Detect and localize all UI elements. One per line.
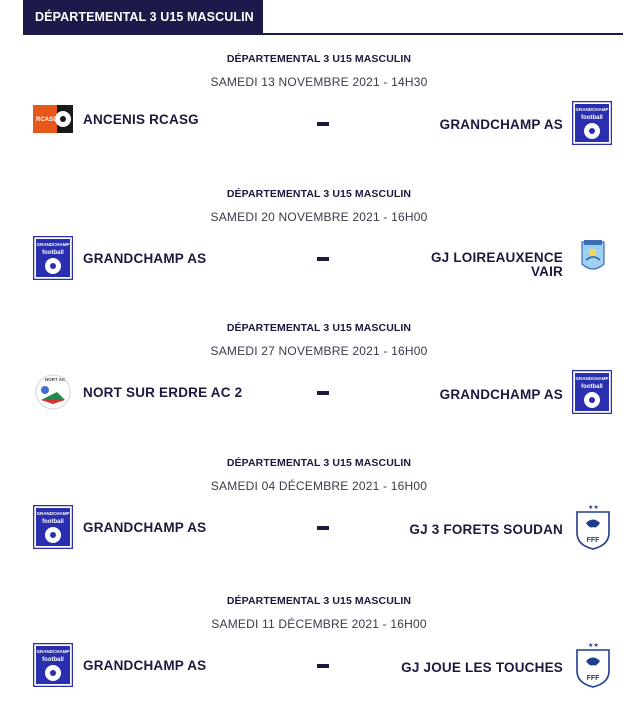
grandchamp-logo-icon [33, 236, 73, 280]
match-date: SAMEDI 20 NOVEMBRE 2021 - 16H00 [210, 210, 428, 224]
match-card[interactable] [0, 53, 638, 173]
grandchamp-logo-icon [572, 101, 612, 145]
away-team-name[interactable] [431, 251, 563, 279]
svg-text:football: football [42, 250, 64, 256]
match-date: SAMEDI 04 DÉCEMBRE 2021 - 16H00 [210, 479, 428, 493]
match-date: SAMEDI 27 NOVEMBRE 2021 - 16H00 [210, 344, 428, 358]
svg-text:GRANDCHAMP: GRANDCHAMP [36, 242, 70, 247]
away-team-name[interactable]: GJ JOUE LES TOUCHES [401, 660, 563, 675]
match-card[interactable] [0, 595, 638, 715]
match-competition: DÉPARTEMENTAL 3 U15 MASCULIN [226, 457, 412, 469]
home-team-name[interactable]: GRANDCHAMP AS [83, 658, 207, 673]
match-competition: DÉPARTEMENTAL 3 U15 MASCULIN [226, 53, 412, 65]
nort-ac-logo-icon [33, 370, 73, 414]
score-separator [317, 526, 329, 530]
svg-text:★★: ★★ [588, 504, 599, 511]
score-separator [317, 391, 329, 395]
svg-text:★★: ★★ [588, 642, 599, 649]
home-team-name[interactable]: GRANDCHAMP AS [83, 251, 207, 266]
svg-text:GRANDCHAMP: GRANDCHAMP [575, 376, 609, 381]
loireauxence-logo-icon [578, 238, 608, 276]
match-card[interactable] [0, 457, 638, 577]
away-team-name[interactable]: GRANDCHAMP AS [439, 117, 563, 132]
svg-text:GRANDCHAMP: GRANDCHAMP [36, 511, 70, 516]
score-separator [317, 664, 329, 668]
score-separator [317, 257, 329, 261]
grandchamp-logo-icon [33, 643, 73, 687]
section-title-rule [23, 33, 623, 35]
ancenis-logo-text: RCASG [36, 117, 58, 123]
away-team-name-line1: GJ LOIREAUXENCE [430, 250, 563, 265]
away-team-name[interactable]: GRANDCHAMP AS [439, 387, 563, 402]
home-team-name[interactable]: NORT SUR ERDRE AC 2 [83, 385, 243, 400]
match-card[interactable] [0, 322, 638, 442]
nort-ac-logo-text: NORT AC [44, 377, 66, 382]
away-team-name[interactable]: GJ 3 FORETS SOUDAN [409, 522, 563, 537]
ancenis-logo-icon [33, 105, 73, 133]
svg-text:football: football [581, 115, 603, 121]
svg-text:GRANDCHAMP: GRANDCHAMP [36, 649, 70, 654]
grandchamp-logo-icon [33, 505, 73, 549]
match-competition: DÉPARTEMENTAL 3 U15 MASCULIN [226, 322, 412, 334]
grandchamp-logo-icon [572, 370, 612, 414]
match-competition: DÉPARTEMENTAL 3 U15 MASCULIN [226, 595, 412, 607]
section-title: DÉPARTEMENTAL 3 U15 MASCULIN [35, 10, 254, 24]
match-competition: DÉPARTEMENTAL 3 U15 MASCULIN [226, 188, 412, 200]
svg-text:football: football [581, 384, 603, 390]
fff-logo-icon [574, 503, 612, 551]
match-card[interactable] [0, 188, 638, 308]
fff-logo-text: FFF [586, 537, 600, 544]
match-date: SAMEDI 13 NOVEMBRE 2021 - 14H30 [210, 75, 428, 89]
score-separator [317, 122, 329, 126]
away-team-name-line2: VAIR [530, 264, 563, 279]
home-team-name[interactable]: ANCENIS RCASG [83, 112, 199, 127]
svg-text:football: football [42, 657, 64, 663]
grandchamp-logo-text: GRANDCHAMP [575, 107, 609, 112]
section-title-tab [23, 0, 263, 34]
fff-logo-icon [574, 641, 612, 689]
match-date: SAMEDI 11 DÉCEMBRE 2021 - 16H00 [211, 617, 427, 631]
svg-text:football: football [42, 519, 64, 525]
home-team-name[interactable]: GRANDCHAMP AS [83, 520, 207, 535]
svg-text:FFF: FFF [586, 675, 600, 682]
